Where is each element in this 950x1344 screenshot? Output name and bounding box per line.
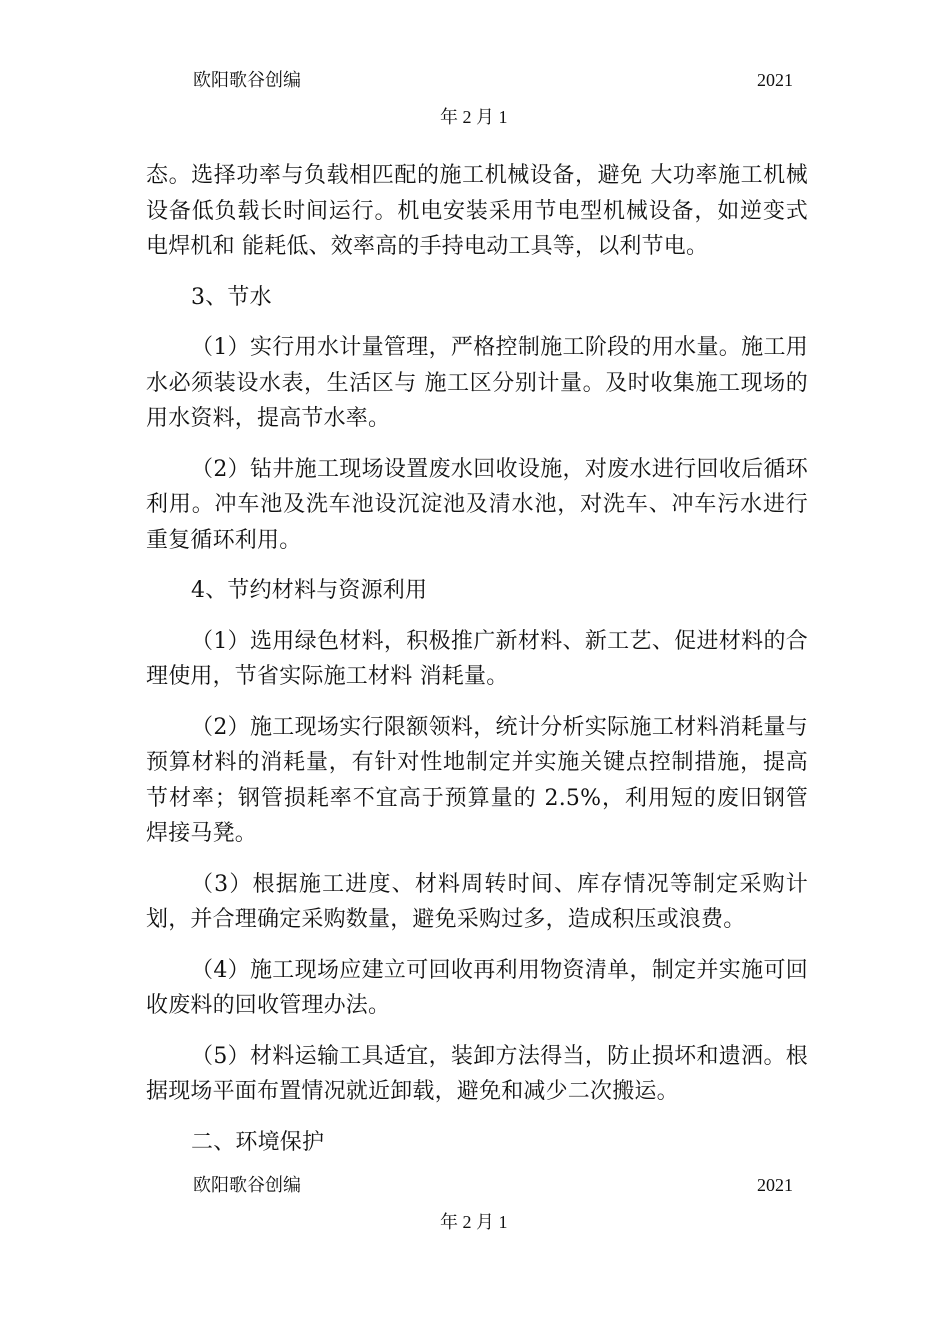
paragraph: （2）施工现场实行限额领料，统计分析实际施工材料消耗量与预算材料的消耗量，有针对性地制定并实施关键点控制措施，提高节材率；钢管损耗率不宜高于预算量的 2.5%，利用短的废旧钢管焊接马凳。 — [146, 714, 808, 846]
paragraph: （4）施工现场应建立可回收再利用物资清单，制定并实施可回收废料的回收管理办法。 — [146, 957, 808, 1018]
header-year: 2021 — [757, 70, 793, 90]
paragraph: （1）选用绿色材料，积极推广新材料、新工艺、促进材料的合理使用，节省实际施工材料 消耗量。 — [146, 628, 808, 689]
footer-date: 年 2 月 1 — [440, 1212, 508, 1232]
header-author: 欧阳歌谷创编 — [193, 70, 301, 90]
section-heading-material-saving: 4、节约材料与资源利用 — [191, 578, 428, 603]
header-date: 年 2 月 1 — [440, 107, 508, 127]
footer-year: 2021 — [757, 1175, 793, 1195]
paragraph: （3）根据施工进度、材料周转时间、库存情况等制定采购计划，并合理确定采购数量，避免采购过多，造成积压或浪费。 — [146, 871, 808, 932]
paragraph: （5）材料运输工具适宜，装卸方法得当，防止损坏和遗洒。根据现场平面布置情况就近卸载，避免和减少二次搬运。 — [146, 1043, 808, 1104]
section-heading-water-saving: 3、节水 — [191, 284, 272, 310]
paragraph-continuation: 态。选择功率与负载相匹配的施工机械设备，避免 大功率施工机械设备低负载长时间运行。机电安装采用节电型机械设备，如逆变式电焊机和 能耗低、效率高的手持电动工具等，以利节电。 — [146, 163, 808, 259]
footer-author: 欧阳歌谷创编 — [193, 1175, 301, 1195]
paragraph: （1）实行用水计量管理，严格控制施工阶段的用水量。施工用水必须装设水表，生活区与 施工区分别计量。及时收集施工现场的用水资料，提高节水率。 — [146, 335, 808, 431]
document-body — [146, 158, 808, 1175]
section-heading-environment: 二、环境保护 — [191, 1129, 325, 1155]
paragraph: （2）钻井施工现场设置废水回收设施，对废水进行回收后循环利用。冲车池及洗车池设沉淀池及清水池，对洗车、冲车污水进行重复循环利用。 — [146, 456, 808, 553]
